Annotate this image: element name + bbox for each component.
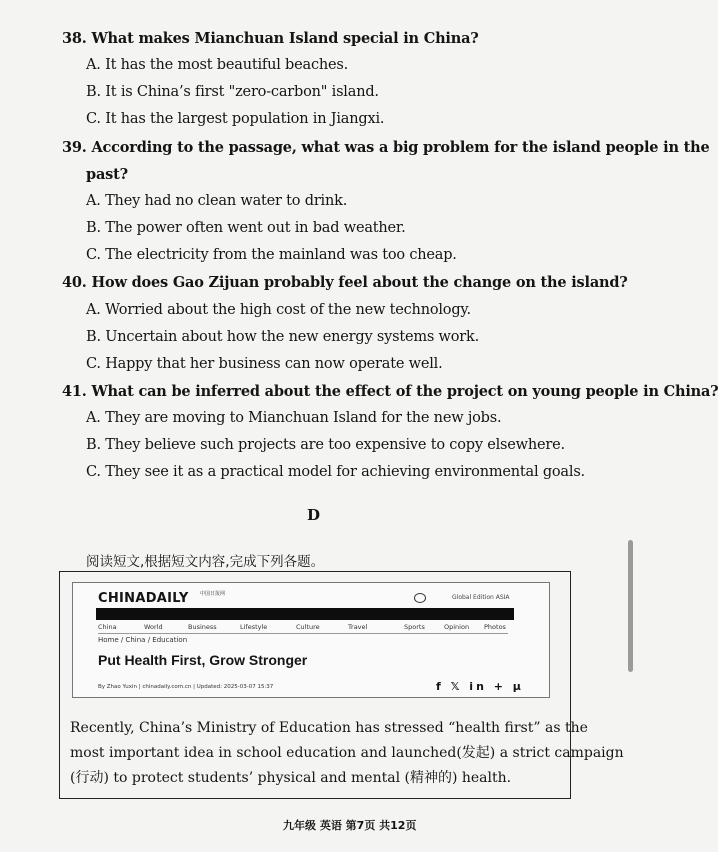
question-40-stem: 40. How does Gao Zijuan probably feel about the change on the island? [62, 274, 628, 291]
question-39-stem-line1: 39. According to the passage, what was a big problem for the island people in the [62, 139, 710, 156]
question-40-option-c: C. Happy that her business can now operate well. [86, 356, 443, 372]
question-39-option-a: A. They had no clean water to drink. [86, 193, 348, 209]
question-41-option-a: A. They are moving to Mianchuan Island for the new jobs. [86, 410, 502, 426]
nav-item-travel: Travel [348, 623, 368, 631]
article-nav [98, 623, 508, 633]
question-40-option-b: B. Uncertain about how the new energy systems work. [86, 329, 480, 345]
question-41-stem: 41. What can be inferred about the effect of the project on young people in China? [62, 383, 718, 400]
nav-item-business: Business [188, 623, 217, 631]
passage-line-2: most important idea in school education and launched(发起) a strict campaign [70, 745, 624, 761]
chinadaily-logo-sub: 中国日报网 [200, 591, 226, 597]
question-39-option-c: C. The electricity from the mainland was too cheap. [86, 247, 457, 263]
question-39-stem-line2: past? [86, 166, 128, 183]
question-41-option-c: C. They see it as a practical model for achieving environmental goals. [86, 464, 585, 480]
passage-line-3: (行动) to protect students’ physical and mental (精神的) health. [70, 770, 512, 786]
passage-line-1: Recently, China’s Ministry of Education has stressed “health first” as the [70, 720, 588, 736]
nav-item-lifestyle: Lifestyle [240, 623, 268, 631]
breadcrumb: Home / China / Education [98, 636, 188, 644]
nav-item-photos: Photos [484, 623, 506, 631]
question-39-option-b: B. The power often went out in bad weather. [86, 220, 406, 236]
nav-item-world: World [144, 623, 163, 631]
edition-links: Global Edition ASIA [452, 594, 510, 601]
nav-item-opinion: Opinion [444, 623, 470, 631]
question-38-stem: 38. What makes Mianchuan Island special in China? [62, 30, 479, 47]
article-byline: By Zhao Yuxin | chinadaily.com.cn | Updated: 2025-03-07 15:37 [98, 684, 274, 690]
passage-paragraph [70, 716, 624, 791]
scrollbar[interactable] [628, 540, 633, 672]
question-40-option-a: A. Worried about the high cost of the new technology. [86, 302, 471, 318]
question-38-option-a: A. It has the most beautiful beaches. [86, 57, 349, 73]
header-bar [96, 608, 514, 620]
section-letter: D [307, 506, 321, 524]
nav-item-sports: Sports [404, 623, 425, 631]
nav-item-china: China [98, 623, 117, 631]
question-38-option-b: B. It is China’s first "zero-carbon" island. [86, 84, 379, 100]
chinadaily-logo: CHINADAILY [98, 591, 189, 606]
article-headline: Put Health First, Grow Stronger [98, 652, 308, 668]
nav-item-culture: Culture [296, 623, 320, 631]
nav-divider [98, 633, 508, 634]
search-icon [414, 593, 426, 603]
share-icons: f 𝕏 in + μ [436, 680, 524, 693]
question-41-option-b: B. They believe such projects are too expensive to copy elsewhere. [86, 437, 565, 453]
question-38-option-c: C. It has the largest population in Jiangxi. [86, 111, 385, 127]
section-instruction: 阅读短文,根据短文内容,完成下列各题。 [86, 554, 325, 570]
page-footer: 九年级 英语 第7页 共12页 [283, 819, 417, 832]
